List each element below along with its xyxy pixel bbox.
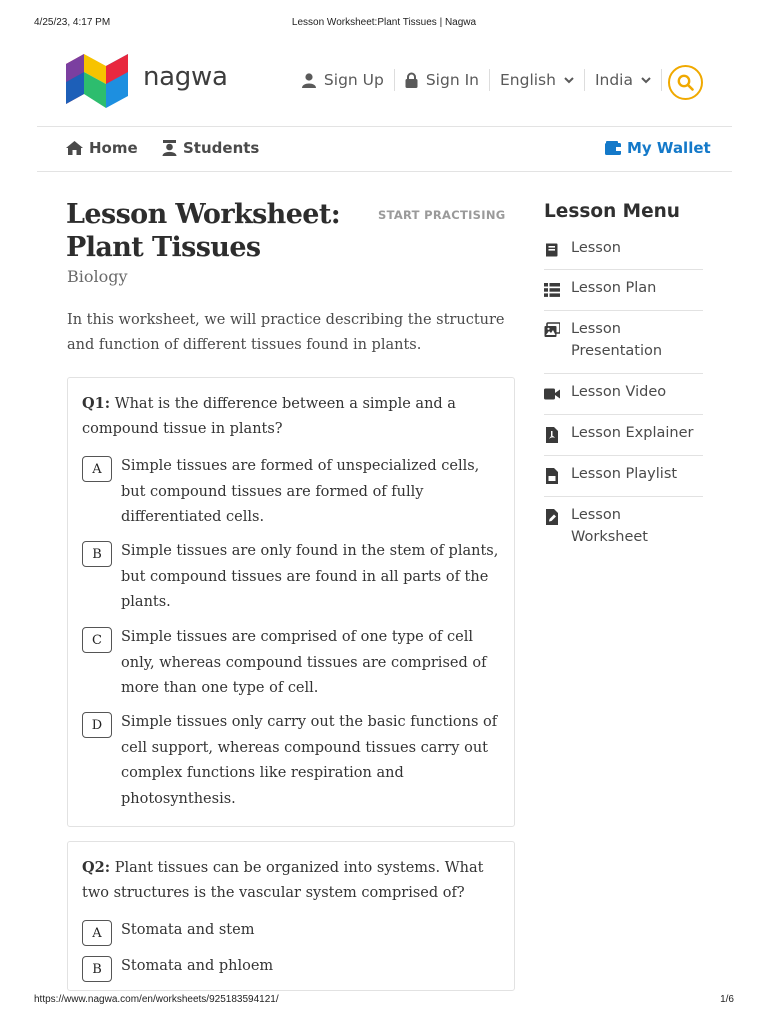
intro-line: and function of different tissues found in plants. <box>67 337 422 353</box>
user-icon <box>302 73 316 88</box>
start-practising-button[interactable]: START PRACTISING <box>378 208 506 222</box>
option-text: Simple tissues are comprised of one type of cell only, whereas compound tissues are comprised of more than one type of cell. <box>121 629 487 696</box>
lesson-menu-title: Lesson Menu <box>544 201 680 222</box>
print-page-number: 1/6 <box>720 994 734 1005</box>
students-link[interactable] <box>162 139 259 157</box>
lesson-menu-item-playlist[interactable] <box>544 456 703 497</box>
book-icon <box>544 242 560 258</box>
question-line: What is the difference between a simple and a <box>114 396 456 412</box>
language-dropdown[interactable] <box>490 68 584 92</box>
question-number: Q2: <box>82 859 111 876</box>
lesson-menu-item-lesson[interactable] <box>544 232 703 270</box>
file-pdf-icon <box>544 427 560 443</box>
brand-name[interactable]: nagwa <box>143 62 228 92</box>
home-icon <box>66 141 83 155</box>
print-date: 4/25/23, 4:17 PM <box>34 17 111 28</box>
home-link[interactable] <box>66 139 138 157</box>
subject-label: Biology <box>67 267 128 286</box>
sign-up-label: Sign Up <box>323 71 384 89</box>
wallet-icon <box>605 141 621 155</box>
nav-divider <box>661 69 662 91</box>
worksheet-intro <box>67 308 507 358</box>
question-line: two structures is the vascular system comprised of? <box>82 885 465 901</box>
lesson-menu-label: Lesson Video <box>571 384 667 400</box>
option-text: Stomata and stem <box>121 922 255 938</box>
file-edit-icon <box>544 509 560 525</box>
header-divider <box>37 126 732 127</box>
search-icon <box>677 74 694 91</box>
lesson-menu-item-presentation[interactable] <box>544 311 703 374</box>
lesson-menu-label: Lesson <box>571 240 621 256</box>
option-text: Simple tissues are formed of unspecialized cells, but compound tissues are formed of fully differentiated cells. <box>121 458 480 525</box>
lesson-menu-item-worksheet[interactable] <box>544 497 703 557</box>
student-icon <box>162 140 177 156</box>
my-wallet-label: My Wallet <box>627 139 711 157</box>
page-title-line: Plant Tissues <box>66 232 261 263</box>
page-title <box>66 198 356 264</box>
lesson-menu-label: Lesson Worksheet <box>571 507 648 545</box>
question-card <box>67 841 515 991</box>
lesson-menu-label: Lesson Plan <box>571 280 657 296</box>
lesson-menu-item-explainer[interactable] <box>544 415 703 456</box>
lock-icon <box>405 72 418 88</box>
option-letter[interactable]: B <box>82 956 112 982</box>
print-header <box>0 17 768 31</box>
country-dropdown[interactable] <box>585 68 661 92</box>
top-nav <box>292 66 662 94</box>
file-play-icon <box>544 468 560 484</box>
option-text: Simple tissues only carry out the basic functions of cell support, whereas compound tissues carry out complex functions like respiration and photosynthesis. <box>121 714 498 807</box>
chevron-down-icon <box>641 77 651 84</box>
option-letter[interactable]: A <box>82 920 112 946</box>
chevron-down-icon <box>564 77 574 84</box>
intro-line: In this worksheet, we will practice describing the structure <box>67 312 505 328</box>
question-line: Plant tissues can be organized into systems. What <box>114 860 484 876</box>
option-letter[interactable]: C <box>82 627 112 653</box>
option-letter[interactable]: A <box>82 456 112 482</box>
print-title: Lesson Worksheet:Plant Tissues | Nagwa <box>291 17 477 28</box>
question-card <box>67 377 515 827</box>
nagwa-logo-icon[interactable] <box>66 54 130 108</box>
lesson-menu-label: Lesson Playlist <box>571 466 678 482</box>
my-wallet-link[interactable] <box>605 139 711 157</box>
video-icon <box>544 386 560 402</box>
country-label: India <box>594 71 633 89</box>
home-label: Home <box>89 139 138 157</box>
question-number: Q1: <box>82 395 111 412</box>
lesson-menu-label: Lesson Presentation <box>571 321 663 359</box>
question-text <box>82 391 502 442</box>
question-text <box>82 855 502 906</box>
sign-up-link[interactable] <box>292 68 394 92</box>
students-label: Students <box>183 139 260 157</box>
option-text: Simple tissues are only found in the stem of plants, but compound tissues are found in all parts of the plants. <box>121 543 499 610</box>
subnav-divider <box>37 171 732 172</box>
list-icon <box>544 282 560 298</box>
lesson-menu-item-video[interactable] <box>544 374 703 415</box>
images-icon <box>544 322 560 338</box>
option-text: Stomata and phloem <box>121 958 274 974</box>
lesson-menu-label: Lesson Explainer <box>571 425 694 441</box>
question-line: compound tissue in plants? <box>82 421 283 437</box>
print-url: https://www.nagwa.com/en/worksheets/925183594121/ <box>34 994 279 1005</box>
language-label: English <box>499 71 556 89</box>
lesson-menu-item-plan[interactable] <box>544 270 703 311</box>
sign-in-label: Sign In <box>425 71 479 89</box>
option-letter[interactable]: D <box>82 712 112 738</box>
sign-in-link[interactable] <box>395 68 489 92</box>
page-title-line: Lesson Worksheet: <box>66 199 341 230</box>
search-button[interactable] <box>668 65 703 100</box>
option-letter[interactable]: B <box>82 541 112 567</box>
